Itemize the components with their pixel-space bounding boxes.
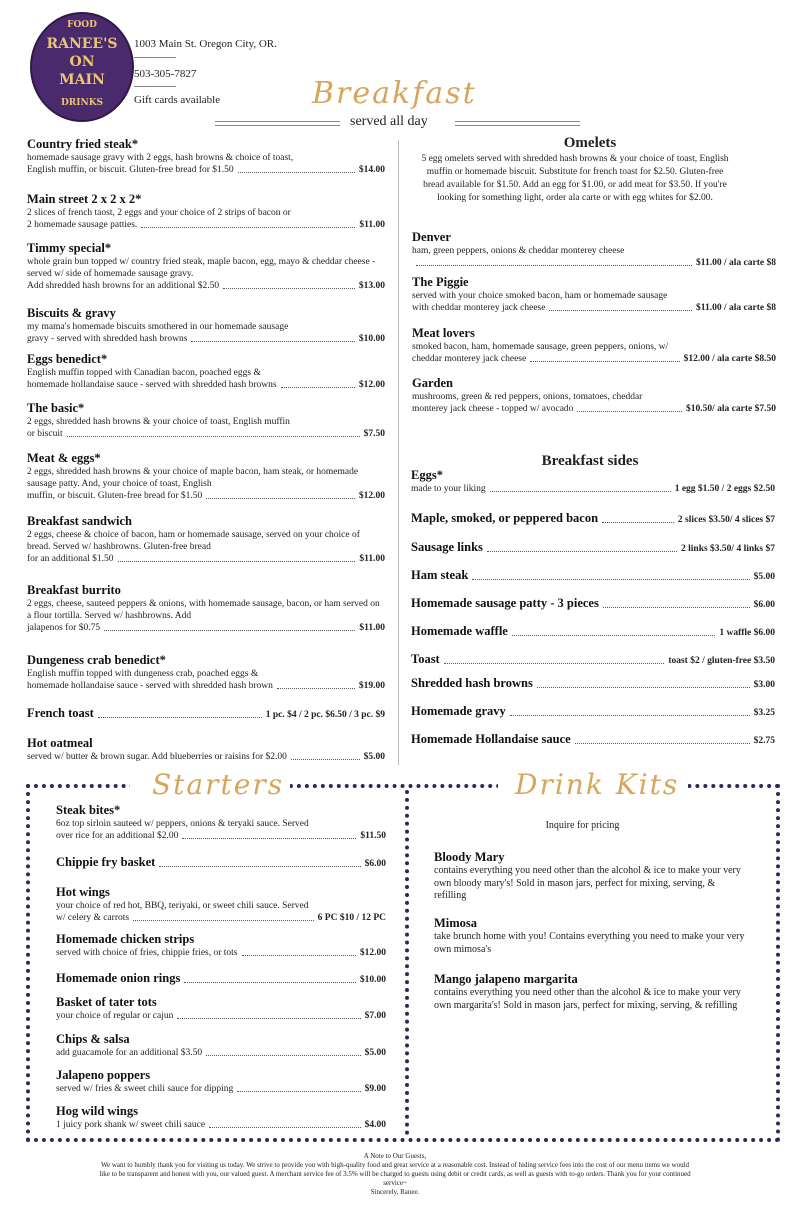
item-name: Jalapeno poppers <box>56 1068 151 1082</box>
side-item <box>411 732 775 747</box>
price-line <box>411 596 775 611</box>
price-line <box>27 219 385 231</box>
leader-dots <box>603 607 750 608</box>
item-name: Homemade gravy <box>411 704 506 718</box>
footer-greeting: A Note to Our Guests, <box>363 1152 427 1160</box>
item-name: Mimosa <box>434 916 478 930</box>
price-line <box>411 540 775 555</box>
price-line <box>412 353 776 365</box>
item-name: Sausage links <box>411 540 483 554</box>
breakfast-subtitle: served all day <box>350 114 428 129</box>
item-price: $11.00 <box>359 554 385 564</box>
leader-dots <box>472 579 749 580</box>
divider <box>215 121 340 122</box>
item-name: Mango jalapeno margarita <box>434 972 578 986</box>
item-detail: 2 homemade sausage patties. <box>27 220 138 230</box>
item-name: Chips & salsa <box>56 1032 130 1046</box>
item-price: $12.00 <box>359 948 386 958</box>
price-line <box>411 704 775 719</box>
menu-item <box>56 803 386 842</box>
item-price: $11.00 <box>359 220 385 230</box>
item-name: Meat & eggs* <box>27 451 101 465</box>
price-line <box>411 483 775 495</box>
item-name: Homemade onion rings <box>56 971 181 985</box>
drinks-title: Drink Kits <box>515 768 680 801</box>
price-line <box>27 622 385 634</box>
item-detail: cheddar monterey jack cheese <box>412 354 527 364</box>
leader-dots <box>549 310 692 311</box>
item-detail: served with choice of fries, chippie fries, or tots <box>56 948 238 958</box>
item-description: homemade sausage gravy with 2 eggs, hash browns & choice of toast, <box>27 153 294 163</box>
price-line <box>56 1010 386 1022</box>
leader-dots <box>281 387 355 388</box>
item-name: The basic* <box>27 401 85 415</box>
item-description: 2 eggs, shredded hash browns & your choice of maple bacon, ham steak, or homemade sausage patty. And, your choice of toast, English <box>27 467 359 489</box>
item-price: 1 egg $1.50 / 2 eggs $2.50 <box>674 484 775 494</box>
menu-item <box>412 275 776 314</box>
menu-item <box>56 885 386 924</box>
item-description: your choice of red hot, BBQ, teriyaki, or sweet chili sauce. Served <box>56 901 309 911</box>
item-name: Ham steak <box>411 568 469 582</box>
price-line <box>412 257 776 269</box>
leader-dots <box>537 687 750 688</box>
menu-item <box>27 706 385 721</box>
item-price: $19.00 <box>358 681 385 691</box>
item-detail: served w/ fries & sweet chili sauce for dipping <box>56 1084 234 1094</box>
item-price: $6.00 <box>364 859 386 869</box>
breakfast-title: Breakfast <box>312 76 477 111</box>
leader-dots <box>159 866 360 867</box>
item-name: Hot oatmeal <box>27 736 93 750</box>
item-name: Meat lovers <box>412 326 475 340</box>
price-line <box>411 568 775 583</box>
item-detail: made to your liking <box>411 484 486 494</box>
phone: 503-305-7827 <box>134 68 197 80</box>
item-name: The Piggie <box>412 275 469 289</box>
menu-item <box>27 736 385 763</box>
item-description: 2 eggs, cheese, sauteed peppers & onions, with homemade sausage, bacon, or ham served on a flour tortilla. Served w/ hashbrowns. Add <box>27 599 380 621</box>
item-price: $12.00 <box>358 491 385 501</box>
price-line <box>27 428 385 440</box>
item-detail: your choice of regular or cajun <box>56 1011 174 1021</box>
item-name: Breakfast sandwich <box>27 514 132 528</box>
menu-item <box>56 1068 386 1095</box>
leader-dots <box>444 663 665 664</box>
leader-dots <box>530 361 679 362</box>
leader-dots <box>291 759 360 760</box>
item-detail: Add shredded hash browns for an additional $2.50 <box>27 281 220 291</box>
price-line <box>56 947 386 959</box>
leader-dots <box>141 227 355 228</box>
logo-line3: MAIN <box>59 72 105 88</box>
price-line <box>27 333 385 345</box>
price-line <box>27 751 385 763</box>
item-price: $11.00 / ala carte $8 <box>696 303 776 313</box>
menu-item <box>27 192 385 231</box>
sides-title: Breakfast sides <box>541 453 639 469</box>
leader-dots <box>191 341 354 342</box>
item-detail: 1 juicy pork shank w/ sweet chili sauce <box>56 1120 206 1130</box>
item-price: 6 PC $10 / 12 PC <box>317 913 386 923</box>
leader-dots <box>118 561 356 562</box>
leader-dots <box>577 411 682 412</box>
price-line <box>27 280 385 292</box>
footer-signoff: Sincerely, Ranee. <box>370 1188 420 1196</box>
price-line <box>27 164 385 176</box>
leader-dots <box>238 172 355 173</box>
item-price: $7.50 <box>363 429 385 439</box>
item-description: served with your choice smoked bacon, ham or homemade sausage <box>412 291 668 301</box>
menu-item <box>56 1104 386 1131</box>
menu-item <box>27 583 385 634</box>
menu-item <box>56 1032 386 1059</box>
item-price: 1 waffle $6.00 <box>719 628 775 638</box>
item-name: Dungeness crab benedict* <box>27 653 166 667</box>
menu-item <box>27 451 385 502</box>
leader-dots <box>490 491 671 492</box>
menu-item <box>56 932 386 959</box>
leader-dots <box>98 717 262 718</box>
menu-item <box>56 855 386 870</box>
item-detail: with cheddar monterey jack cheese <box>412 303 546 313</box>
item-description: 2 eggs, shredded hash browns & your choice of toast, English muffin <box>27 417 290 427</box>
item-name: Homemade Hollandaise sauce <box>411 732 571 746</box>
price-line <box>56 830 386 842</box>
leader-dots <box>242 955 356 956</box>
item-price: $13.00 <box>358 281 385 291</box>
drinks-note: Inquire for pricing <box>545 820 620 831</box>
item-price: $5.00 <box>363 752 385 762</box>
item-name: Hot wings <box>56 885 110 899</box>
item-description: 6oz top sirloin sauteed w/ peppers, onions & teryaki sauce. Served <box>56 819 309 829</box>
price-line <box>27 553 385 565</box>
item-name: Shredded hash browns <box>411 676 533 690</box>
item-price: 2 links $3.50/ 4 links $7 <box>681 544 775 554</box>
side-item <box>411 596 775 611</box>
logo-line1: RANEE'S <box>46 36 118 52</box>
item-description: contains everything you need other than the alcohol & ice to make your very own margarita's! Sold in mason jars, perfect for mixing, serving, & refilling <box>434 987 741 1011</box>
item-name: Main street 2 x 2 x 2* <box>27 192 142 206</box>
item-name: Biscuits & gravy <box>27 306 116 320</box>
item-name: Timmy special* <box>27 241 112 255</box>
leader-dots <box>575 743 750 744</box>
item-detail: English muffin, or biscuit. Gluten-free bread for $1.50 <box>27 165 234 175</box>
menu-item <box>27 352 385 391</box>
leader-dots <box>487 551 677 552</box>
item-price: $6.00 <box>753 600 775 610</box>
item-detail: or biscuit <box>27 429 63 439</box>
leader-dots <box>223 288 355 289</box>
price-line <box>412 302 776 314</box>
menu-item <box>412 230 776 269</box>
leader-dots <box>104 630 355 631</box>
frame-divider <box>405 790 409 1135</box>
item-price: $5.00 <box>753 572 775 582</box>
divider <box>134 86 176 87</box>
menu-item <box>56 971 386 986</box>
item-name: Homemade sausage patty - 3 pieces <box>411 596 599 610</box>
item-description: English muffin topped with Canadian bacon, poached eggs & <box>27 368 261 378</box>
side-item <box>411 568 775 583</box>
omelets-intro: 5 egg omelets served with shredded hash browns & your choice of toast, English muffin or homemade biscuit. Substitute for french toast for $2.50. Gluten-free bread available for $1.50. Add an egg for $1.00, or add meat for $3.50. If you're looking for something light, order ala carte or with egg whites for $2.00. <box>421 154 729 203</box>
item-detail: add guacamole for an additional $3.50 <box>56 1048 203 1058</box>
item-detail: over rice for an additional $2.00 <box>56 831 179 841</box>
leader-dots <box>237 1091 360 1092</box>
item-price: toast $2 / gluten-free $3.50 <box>668 656 775 666</box>
item-detail: w/ celery & carrots <box>56 913 130 923</box>
leader-dots <box>67 436 360 437</box>
menu-item <box>27 653 385 692</box>
menu-item <box>27 241 385 292</box>
item-price: $11.00 / ala carte $8 <box>696 258 776 268</box>
logo-top: FOOD <box>67 20 97 30</box>
item-price: $12.00 <box>358 380 385 390</box>
address: 1003 Main St. Oregon City, OR. <box>134 38 277 50</box>
item-name: Steak bites* <box>56 803 121 817</box>
item-name: Maple, smoked, or peppered bacon <box>411 511 599 525</box>
drink-kit-item <box>434 916 749 956</box>
leader-dots <box>510 715 750 716</box>
leader-dots <box>602 522 674 523</box>
item-price: $10.00 <box>359 975 386 985</box>
item-description: 2 slices of french taost, 2 eggs and your choice of 2 strips of bacon or <box>27 208 291 218</box>
item-name: French toast <box>27 706 94 720</box>
gift-cards: Gift cards available <box>134 94 221 106</box>
side-item <box>411 676 775 691</box>
item-detail: homemade hollandaise sauce - served with shredded hash brown <box>27 681 273 691</box>
item-name: Denver <box>412 230 451 244</box>
item-detail: homemade hollandaise sauce - served with shredded hash browns <box>27 380 277 390</box>
price-line <box>27 680 385 692</box>
item-detail: for an additional $1.50 <box>27 554 114 564</box>
footer-note <box>95 1152 695 1197</box>
item-price: $11.50 <box>360 831 386 841</box>
item-price: $4.00 <box>364 1120 386 1130</box>
divider <box>215 125 340 126</box>
side-item <box>411 624 775 639</box>
item-description: ham, green peppers, onions & cheddar monterey cheese <box>412 246 625 256</box>
item-price: $3.00 <box>753 680 775 690</box>
leader-dots <box>182 838 356 839</box>
menu-item <box>412 376 776 415</box>
item-name: Basket of tater tots <box>56 995 157 1009</box>
price-line <box>56 971 386 986</box>
price-line <box>411 624 775 639</box>
item-price: $9.00 <box>364 1084 386 1094</box>
price-line <box>56 1047 386 1059</box>
divider <box>134 57 176 58</box>
drink-kit-item <box>434 972 749 1012</box>
leader-dots <box>277 688 355 689</box>
price-line <box>56 1119 386 1131</box>
item-detail: muffin, or biscuit. Gluten-free bread for $1.50 <box>27 491 203 501</box>
item-description: whole grain bun topped w/ country fried steak, maple bacon, egg, mayo & cheddar cheese - served w/ side of homemade sausage gravy. <box>27 257 376 279</box>
item-price: $14.00 <box>358 165 385 175</box>
menu-item <box>27 306 385 345</box>
item-name: Toast <box>411 652 440 666</box>
item-price: $12.00 / ala carte $8.50 <box>683 354 776 364</box>
leader-dots <box>512 635 715 636</box>
price-line <box>411 511 775 526</box>
price-line <box>27 490 385 502</box>
item-price: $7.00 <box>364 1011 386 1021</box>
price-line <box>56 1083 386 1095</box>
price-line <box>411 652 775 667</box>
item-description: contains everything you need other than the alcohol & ice to make your very own bloody mary's! Sold in mason jars, perfect for mixing, serving, & refilling <box>434 865 741 901</box>
item-name: Hog wild wings <box>56 1104 138 1118</box>
price-line <box>56 912 386 924</box>
side-item <box>411 540 775 555</box>
item-price: $3.25 <box>753 708 775 718</box>
item-price: $11.00 <box>359 623 385 633</box>
item-price: 1 pc. $4 / 2 pc. $6.50 / 3 pc. $9 <box>265 710 385 720</box>
item-name: Homemade chicken strips <box>56 932 195 946</box>
item-description: English muffin topped with dungeness crab, poached eggs & <box>27 669 259 679</box>
item-name: Eggs* <box>411 468 443 482</box>
item-price: $10.50/ ala carte $7.50 <box>686 404 776 414</box>
price-line <box>56 855 386 870</box>
price-line <box>412 403 776 415</box>
item-detail: served w/ butter & brown sugar. Add blueberries or raisins for $2.00 <box>27 752 287 762</box>
item-name: Garden <box>412 376 453 390</box>
omelets-title: Omelets <box>563 135 617 151</box>
item-description: my mama's homemade biscuits smothered in our homemade sausage <box>27 322 289 332</box>
menu-item <box>27 401 385 440</box>
menu-item <box>27 137 385 176</box>
price-line <box>411 732 775 747</box>
leader-dots <box>177 1018 360 1019</box>
logo-line2: ON <box>69 54 95 70</box>
item-name: Country fried steak* <box>27 137 139 151</box>
item-description: smoked bacon, ham, homemade sausage, green peppers, onions, w/ <box>412 342 669 352</box>
item-name: Eggs benedict* <box>27 352 108 366</box>
item-description: take brunch home with you! Contains everything you need to make your very own mimosa's <box>434 931 745 955</box>
item-price: 2 slices $3.50/ 4 slices $7 <box>677 515 775 525</box>
leader-dots <box>206 1055 360 1056</box>
leader-dots <box>209 1127 361 1128</box>
leader-dots <box>206 498 355 499</box>
price-line <box>27 706 385 721</box>
item-price: $10.00 <box>358 334 385 344</box>
item-description: mushrooms, green & red peppers, onions, tomatoes, cheddar <box>412 392 643 402</box>
item-price: $2.75 <box>753 736 775 746</box>
divider <box>455 121 580 122</box>
logo-bottom: DRINKS <box>60 98 104 108</box>
restaurant-logo <box>30 12 134 122</box>
side-item <box>411 511 775 526</box>
item-name: Chippie fry basket <box>56 855 156 869</box>
leader-dots <box>133 920 314 921</box>
price-line <box>411 676 775 691</box>
menu-item <box>412 326 776 365</box>
item-detail: gravy - served with shredded hash browns <box>27 334 188 344</box>
item-name: Homemade waffle <box>411 624 508 638</box>
column-divider <box>398 140 399 765</box>
side-item <box>411 652 775 667</box>
leader-dots <box>184 982 356 983</box>
menu-item <box>27 514 385 565</box>
item-price: $5.00 <box>364 1048 386 1058</box>
side-item <box>411 704 775 719</box>
divider <box>455 125 580 126</box>
footer-body: We want to humbly thank you for visiting us today. We strive to provide you with high-quality food and great service at a reasonable cost. Instead of hiding service fees into the cost of our menu items we would like to be transparent and honest with you, our valued guest. A merchant service fee of 3.5% will be charged to guests using debit or credit cards, as well as guests with to-go orders. Thank you for your continued service~ <box>99 1161 691 1187</box>
side-item <box>411 468 775 495</box>
leader-dots <box>416 265 692 266</box>
drink-kit-item <box>434 850 749 903</box>
menu-item <box>56 995 386 1022</box>
item-name: Breakfast burrito <box>27 583 121 597</box>
item-description: 2 eggs, cheese & choice of bacon, ham or homemade sausage, served on your choice of bread. Served w/ hashbrowns. Gluten-free bread <box>27 530 360 552</box>
item-name: Bloody Mary <box>434 850 505 864</box>
item-detail: jalapenos for $0.75 <box>27 623 101 633</box>
starters-title: Starters <box>152 768 285 801</box>
price-line <box>27 379 385 391</box>
item-detail: monterey jack cheese - topped w/ avocado <box>412 404 574 414</box>
